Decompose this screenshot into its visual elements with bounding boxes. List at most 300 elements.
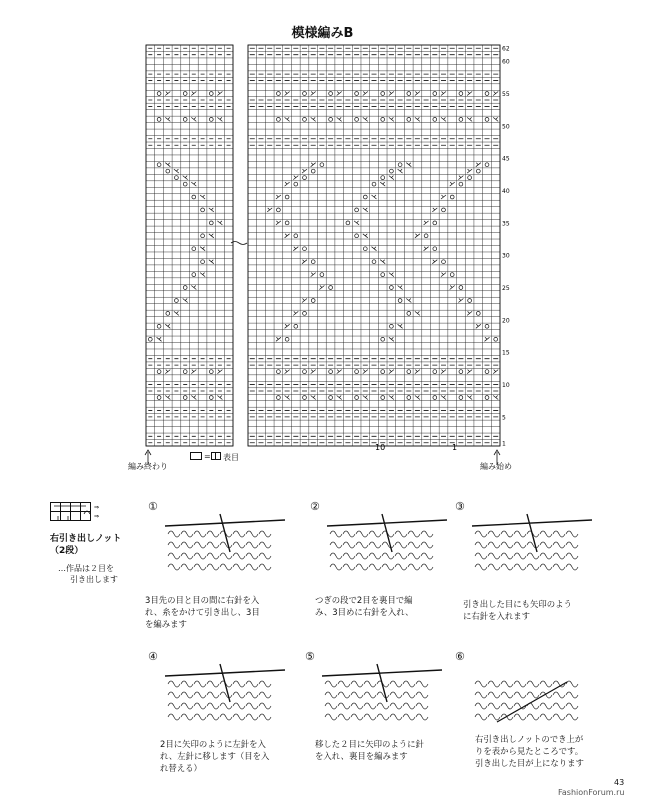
left-decrease-symbol [174, 169, 179, 173]
step-text-line: み、3目めに右針を入れ、 [315, 607, 414, 617]
yarn-over-symbol [166, 312, 170, 316]
yarn-over-symbol [303, 176, 307, 180]
yarn-over-symbol [183, 370, 187, 374]
right-decrease-symbol [415, 92, 420, 96]
legend-knit-box [211, 452, 221, 460]
yarn-over-symbol [329, 370, 333, 374]
left-decrease-symbol [165, 396, 170, 400]
left-decrease-symbol [467, 396, 472, 400]
step-illustration [160, 512, 290, 582]
left-decrease-symbol [398, 286, 403, 290]
yarn-over-symbol [183, 286, 187, 290]
right-decrease-symbol [389, 370, 394, 374]
right-decrease-symbol [389, 92, 394, 96]
chart-grid-left [146, 45, 233, 446]
right-decrease-symbol [467, 169, 472, 173]
step-text [315, 738, 424, 762]
right-decrease-symbol [302, 260, 307, 264]
yarn-over-symbol [294, 182, 298, 186]
left-decrease-symbol [415, 117, 420, 121]
knot-symbol [50, 500, 110, 524]
left-decrease-symbol [285, 396, 290, 400]
yarn-over-symbol [494, 337, 498, 341]
right-decrease-symbol [450, 182, 455, 186]
yarn-over-symbol [201, 260, 205, 264]
yarn-over-symbol [433, 370, 437, 374]
step-text-line: れ、左針に移します（目を入 [160, 751, 270, 761]
right-decrease-symbol [467, 92, 472, 96]
right-decrease-symbol [415, 234, 420, 238]
left-decrease-symbol [217, 396, 222, 400]
step-text-line: 引き出した目が上になります [475, 758, 584, 768]
yarn-over-symbol [485, 163, 489, 167]
step-text-line: れ、糸をかけて引き出し、3目 [145, 607, 260, 617]
right-decrease-symbol [302, 299, 307, 303]
yarn-over-symbol [390, 324, 394, 328]
yarn-over-symbol [285, 195, 289, 199]
yarn-over-symbol [201, 234, 205, 238]
yarn-over-symbol [329, 92, 333, 96]
left-decrease-symbol [389, 176, 394, 180]
yarn-over-symbol [157, 163, 161, 167]
yarn-over-symbol [433, 221, 437, 225]
row-label: 62 [502, 45, 510, 53]
fabric-stitches [168, 681, 271, 720]
yarn-over-symbol [459, 286, 463, 290]
left-decrease-symbol [380, 260, 385, 264]
grid-right-lines [248, 45, 500, 446]
right-decrease-symbol [217, 370, 222, 374]
left-decrease-symbol [165, 324, 170, 328]
yarn-over-symbol [294, 324, 298, 328]
knot-note-line2: 引き出します [70, 575, 118, 584]
right-decrease-symbol [165, 92, 170, 96]
left-decrease-symbol [363, 208, 368, 212]
yarn-over-symbol [433, 396, 437, 400]
legend-blank-box [190, 452, 202, 460]
yarn-over-symbol [407, 370, 411, 374]
yarn-over-symbol [381, 273, 385, 277]
yarn-over-symbol [442, 208, 446, 212]
yarn-over-symbol [209, 396, 213, 400]
right-decrease-symbol [432, 208, 437, 212]
yarn-over-symbol [390, 169, 394, 173]
yarn-over-symbol [157, 370, 161, 374]
left-decrease-symbol [493, 396, 498, 400]
yarn-over-symbol [485, 396, 489, 400]
yarn-over-symbol [390, 286, 394, 290]
yarn-over-symbol [381, 92, 385, 96]
step-number: ④ [148, 650, 158, 663]
step-text-line: 2目に矢印のように左針を入 [160, 739, 266, 749]
step-number: ③ [455, 500, 465, 513]
col-label-1: 1 [452, 443, 458, 452]
yarn-over-symbol [303, 118, 307, 122]
right-decrease-symbol [476, 163, 481, 167]
step-illustration [467, 512, 597, 582]
left-decrease-symbol [389, 337, 394, 341]
legend-text: 表目 [223, 453, 239, 462]
yarn-over-symbol [329, 286, 333, 290]
left-decrease-symbol [441, 396, 446, 400]
yarn-over-symbol [459, 118, 463, 122]
right-decrease-symbol [293, 247, 298, 251]
yarn-over-symbol [355, 396, 359, 400]
left-decrease-symbol [380, 182, 385, 186]
yarn-over-symbol [166, 169, 170, 173]
yarn-over-symbol [209, 92, 213, 96]
needle-and-arrow [497, 682, 567, 722]
right-decrease-symbol [285, 92, 290, 96]
left-decrease-symbol [200, 195, 205, 199]
left-decrease-symbol [200, 273, 205, 277]
yarn-over-symbol [192, 247, 196, 251]
right-decrease-symbol [337, 92, 342, 96]
right-decrease-symbol [441, 273, 446, 277]
yarn-over-symbol [209, 221, 213, 225]
chart-grid-right [248, 45, 500, 446]
step-text [145, 594, 260, 630]
yarn-over-symbol [157, 118, 161, 122]
row-label: 50 [502, 123, 510, 131]
needle-and-arrow [322, 664, 442, 702]
left-decrease-symbol [441, 117, 446, 121]
yarn-over-symbol [398, 299, 402, 303]
yarn-over-symbol [175, 299, 179, 303]
step-text [475, 733, 584, 769]
needle-and-arrow [165, 664, 285, 702]
yarn-over-symbol [355, 370, 359, 374]
left-decrease-symbol [406, 163, 411, 167]
right-decrease-symbol [441, 370, 446, 374]
legend-equals: = [204, 452, 211, 461]
watermark: FashionForum.ru [558, 788, 625, 797]
yarn-over-symbol [485, 92, 489, 96]
yarn-over-symbol [311, 299, 315, 303]
start-label: 編み始め [480, 462, 512, 471]
left-decrease-symbol [389, 117, 394, 121]
yarn-over-symbol [320, 273, 324, 277]
left-decrease-symbol [372, 247, 377, 251]
right-decrease-symbol [441, 195, 446, 199]
yarn-over-symbol [320, 163, 324, 167]
right-decrease-symbol [311, 370, 316, 374]
yarn-over-symbol [381, 396, 385, 400]
yarn-over-symbol [355, 208, 359, 212]
yarn-over-symbol [355, 118, 359, 122]
yarn-over-symbol [433, 92, 437, 96]
row-label: 1 [502, 440, 506, 448]
step-text-line: 引き出した目にも矢印のよう [463, 599, 572, 609]
svg-text:⇒: ⇒ [94, 504, 100, 511]
yarn-over-symbol [468, 299, 472, 303]
right-decrease-symbol [276, 221, 281, 225]
row-label: 55 [502, 91, 510, 98]
yarn-over-symbol [372, 260, 376, 264]
left-decrease-symbol [217, 117, 222, 121]
step-text-line: りを表から見たところです。 [475, 746, 584, 756]
needle-and-arrow [472, 514, 592, 552]
svg-text:⇒: ⇒ [94, 513, 100, 520]
right-decrease-symbol [285, 234, 290, 238]
step-illustration [317, 662, 447, 732]
row-label: 25 [502, 285, 510, 292]
yarn-over-symbol [459, 92, 463, 96]
left-decrease-symbol [209, 260, 214, 264]
yarn-over-symbol [311, 169, 315, 173]
yarn-over-symbol [355, 92, 359, 96]
yarn-over-symbol [407, 312, 411, 316]
right-decrease-symbol [363, 92, 368, 96]
right-decrease-symbol [191, 92, 196, 96]
yarn-over-symbol [468, 176, 472, 180]
yarn-over-symbol [363, 247, 367, 251]
left-decrease-symbol [174, 311, 179, 315]
left-decrease-symbol [183, 176, 188, 180]
yarn-over-symbol [485, 324, 489, 328]
row-label: 5 [502, 414, 506, 422]
fabric-stitches [475, 531, 578, 570]
left-decrease-symbol [209, 234, 214, 238]
right-decrease-symbol [302, 169, 307, 173]
yarn-over-symbol [148, 337, 152, 341]
yarn-over-symbol [303, 396, 307, 400]
yarn-over-symbol [329, 118, 333, 122]
right-decrease-symbol [285, 370, 290, 374]
right-decrease-symbol [415, 370, 420, 374]
step-illustration [467, 662, 597, 732]
yarn-over-symbol [277, 208, 281, 212]
knot-note [58, 563, 118, 585]
yarn-over-symbol [285, 337, 289, 341]
right-decrease-symbol [467, 370, 472, 374]
grid-left-lines [146, 45, 233, 446]
row-label: 30 [502, 252, 510, 260]
fabric-stitches [330, 531, 433, 570]
right-decrease-symbol [311, 163, 316, 167]
yarn-over-symbol [476, 169, 480, 173]
knot-title-line2: （2段） [50, 546, 84, 556]
step-text [315, 594, 413, 618]
yarn-over-symbol [209, 118, 213, 122]
needle-and-arrow [165, 514, 285, 552]
right-decrease-symbol [165, 370, 170, 374]
step-text-line: を編みます [145, 619, 187, 629]
yarn-over-symbol [459, 370, 463, 374]
left-decrease-symbol [363, 117, 368, 121]
yarn-over-symbol [175, 176, 179, 180]
yarn-over-symbol [381, 176, 385, 180]
left-decrease-symbol [191, 117, 196, 121]
left-decrease-symbol [200, 247, 205, 251]
left-decrease-symbol [398, 324, 403, 328]
yarn-over-symbol [329, 396, 333, 400]
yarn-over-symbol [485, 370, 489, 374]
step-text-line: れ替える） [160, 763, 202, 773]
left-decrease-symbol [389, 273, 394, 277]
yarn-over-symbol [407, 396, 411, 400]
step-illustration [322, 512, 452, 582]
yarn-over-symbol [285, 221, 289, 225]
right-decrease-symbol [319, 286, 324, 290]
right-decrease-symbol [485, 337, 490, 341]
end-label: 編み終わり [128, 462, 168, 471]
row-label: 45 [502, 155, 510, 163]
left-decrease-symbol [337, 396, 342, 400]
right-decrease-symbol [476, 324, 481, 328]
row-label: 40 [502, 188, 510, 195]
yarn-over-symbol [476, 312, 480, 316]
yarn-over-symbol [192, 195, 196, 199]
row-label: 10 [502, 382, 510, 390]
left-decrease-symbol [337, 117, 342, 121]
left-decrease-symbol [389, 396, 394, 400]
left-decrease-symbol [363, 396, 368, 400]
yarn-over-symbol [277, 396, 281, 400]
yarn-over-symbol [311, 260, 315, 264]
yarn-over-symbol [450, 273, 454, 277]
yarn-over-symbol [355, 234, 359, 238]
right-decrease-symbol [493, 370, 498, 374]
yarn-over-symbol [209, 370, 213, 374]
yarn-over-symbol [294, 234, 298, 238]
yarn-over-symbol [303, 370, 307, 374]
right-decrease-symbol [276, 195, 281, 199]
yarn-over-symbol [183, 182, 187, 186]
yarn-over-symbol [381, 118, 385, 122]
right-decrease-symbol [458, 299, 463, 303]
right-decrease-symbol [311, 92, 316, 96]
right-decrease-symbol [450, 286, 455, 290]
step-text-line: を入れ、裏目を編みます [315, 751, 408, 761]
step-number: ② [310, 500, 320, 513]
yarn-over-symbol [157, 92, 161, 96]
fabric-stitches [325, 681, 428, 720]
left-decrease-symbol [191, 286, 196, 290]
yarn-over-symbol [303, 312, 307, 316]
yarn-over-symbol [433, 247, 437, 251]
yarn-over-symbol [277, 92, 281, 96]
right-decrease-symbol [432, 260, 437, 264]
step-illustration [160, 662, 290, 732]
yarn-over-symbol [442, 260, 446, 264]
right-decrease-symbol [191, 370, 196, 374]
row-label: 60 [502, 58, 510, 66]
right-decrease-symbol [311, 273, 316, 277]
right-decrease-symbol [424, 221, 429, 225]
left-decrease-symbol [191, 182, 196, 186]
left-decrease-symbol [311, 396, 316, 400]
yarn-over-symbol [157, 324, 161, 328]
left-decrease-symbol [398, 169, 403, 173]
right-decrease-symbol [363, 370, 368, 374]
left-decrease-symbol [191, 396, 196, 400]
right-decrease-symbol [285, 324, 290, 328]
yarn-over-symbol [183, 396, 187, 400]
right-decrease-symbol [424, 247, 429, 251]
right-decrease-symbol [458, 176, 463, 180]
left-decrease-symbol [209, 208, 214, 212]
step-number: ① [148, 500, 158, 513]
yarn-over-symbol [459, 396, 463, 400]
left-decrease-symbol [363, 234, 368, 238]
yarn-over-symbol [363, 195, 367, 199]
right-decrease-symbol [276, 337, 281, 341]
needle-and-arrow [327, 514, 447, 552]
left-decrease-symbol [415, 396, 420, 400]
yarn-over-symbol [485, 118, 489, 122]
yarn-over-symbol [381, 337, 385, 341]
left-decrease-symbol [354, 221, 359, 225]
left-decrease-symbol [311, 117, 316, 121]
yarn-over-symbol [303, 92, 307, 96]
yarn-over-symbol [192, 273, 196, 277]
step-text-line: 移した２目に矢印のように針 [315, 739, 424, 749]
left-decrease-symbol [165, 163, 170, 167]
step-text-line: に右針を入れます [463, 611, 530, 621]
step-text [463, 598, 572, 622]
page-title: 模様編みB [291, 26, 354, 41]
right-decrease-symbol [467, 311, 472, 315]
left-decrease-symbol [157, 337, 162, 341]
yarn-over-symbol [424, 234, 428, 238]
right-decrease-symbol [285, 182, 290, 186]
yarn-over-symbol [407, 92, 411, 96]
step-text-line: つぎの段で2目を裏目で編 [315, 595, 413, 605]
right-decrease-symbol [337, 370, 342, 374]
right-decrease-symbol [441, 92, 446, 96]
right-decrease-symbol [293, 311, 298, 315]
step-number: ⑤ [305, 650, 315, 663]
yarn-over-symbol [398, 163, 402, 167]
left-decrease-symbol [183, 299, 188, 303]
row-label: 20 [502, 317, 510, 325]
yarn-over-symbol [346, 221, 350, 225]
yarn-over-symbol [183, 118, 187, 122]
fabric-stitches [168, 531, 271, 570]
yarn-over-symbol [277, 118, 281, 122]
yarn-over-symbol [450, 195, 454, 199]
chart-row-labels [502, 46, 510, 448]
yarn-over-symbol [459, 182, 463, 186]
step-number: ⑥ [455, 650, 465, 663]
page-number: 43 [614, 778, 625, 787]
left-decrease-symbol [493, 117, 498, 121]
knot-title [50, 533, 121, 557]
yarn-over-symbol [407, 118, 411, 122]
yarn-over-symbol [372, 182, 376, 186]
row-label: 15 [502, 349, 510, 357]
left-decrease-symbol [285, 117, 290, 121]
step-text-line: 3目先の目と目の間に右針を入 [145, 595, 260, 605]
yarn-over-symbol [183, 92, 187, 96]
right-decrease-symbol [293, 176, 298, 180]
left-decrease-symbol [217, 221, 222, 225]
knot-note-line1: …作品は２目を [58, 564, 114, 573]
left-decrease-symbol [467, 117, 472, 121]
yarn-over-symbol [201, 208, 205, 212]
right-decrease-symbol [493, 92, 498, 96]
yarn-over-symbol [157, 396, 161, 400]
left-decrease-symbol [406, 299, 411, 303]
fabric-stitches [475, 681, 578, 720]
right-decrease-symbol [267, 208, 272, 212]
yarn-over-symbol [381, 370, 385, 374]
yarn-over-symbol [277, 370, 281, 374]
step-text [160, 738, 269, 774]
left-decrease-symbol [372, 195, 377, 199]
right-decrease-symbol [217, 92, 222, 96]
